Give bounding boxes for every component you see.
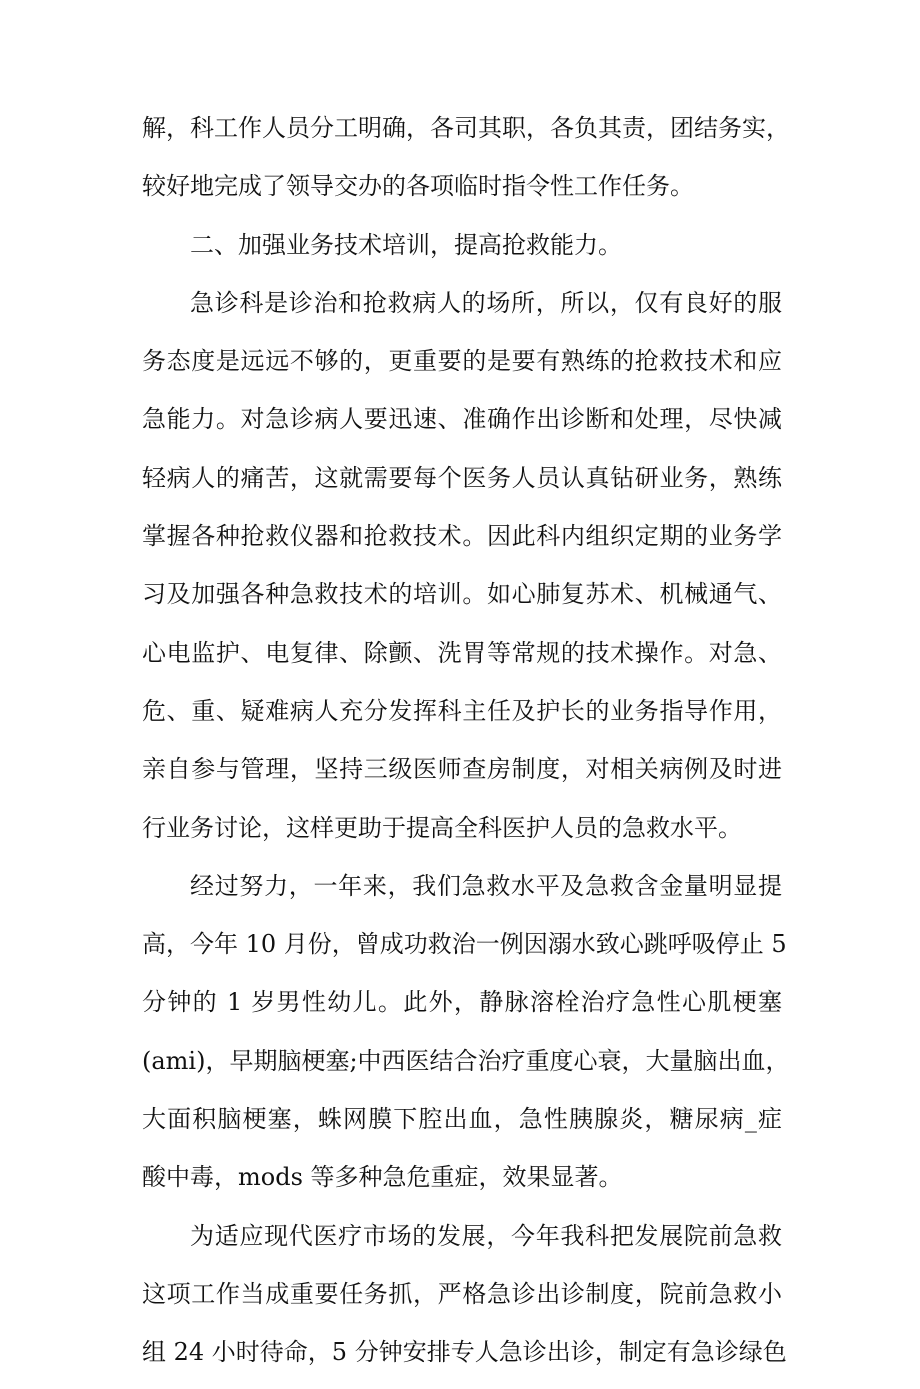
text-line: 急能力。对急诊病人要迅速、准确作出诊断和处理，尽快减 xyxy=(142,405,782,434)
text-line: 轻病人的痛苦，这就需要每个医务人员认真钻研业务，熟练 xyxy=(142,463,782,492)
text-line: 分钟的 1 岁男性幼儿。此外，静脉溶栓治疗急性心肌梗塞 xyxy=(142,988,782,1017)
text-line: 酸中毒，mods 等多种急危重症，效果显著。 xyxy=(142,1163,623,1192)
text-line: 急诊科是诊治和抢救病人的场所，所以，仅有良好的服 xyxy=(190,288,782,317)
text-line: 危、重、疑难病人充分发挥科主任及护长的业务指导作用， xyxy=(142,696,782,725)
text-line: 心电监护、电复律、除颤、洗胃等常规的技术操作。对急、 xyxy=(142,638,782,667)
text-line: 行业务讨论，这样更助于提高全科医护人员的急救水平。 xyxy=(142,813,742,842)
text-line: 组 24 小时待命，5 分钟安排专人急诊出诊，制定有急诊绿色 xyxy=(142,1338,787,1367)
text-line: 掌握各种抢救仪器和抢救技术。因此科内组织定期的业务学 xyxy=(142,522,782,551)
text-line: 为适应现代医疗市场的发展，今年我科把发展院前急救 xyxy=(190,1221,782,1250)
text-line: 习及加强各种急救技术的培训。如心肺复苏术、机械通气、 xyxy=(142,580,782,609)
text-line: 务态度是远远不够的，更重要的是要有熟练的抢救技术和应 xyxy=(142,347,782,376)
text-line: 高，今年 10 月份，曾成功救治一例因溺水致心跳呼吸停止 5 xyxy=(142,930,787,959)
text-line: 经过努力，一年来，我们急救水平及急救含金量明显提 xyxy=(190,871,782,900)
text-line: (ami)，早期脑梗塞;中西医结合治疗重度心衰，大量脑出血， xyxy=(142,1046,790,1075)
text-line: 这项工作当成重要任务抓，严格急诊出诊制度，院前急救小 xyxy=(142,1279,782,1308)
text-line: 较好地完成了领导交办的各项临时指令性工作任务。 xyxy=(142,172,694,201)
text-line: 解，科工作人员分工明确，各司其职，各负其责，团结务实， xyxy=(142,114,790,142)
document-body xyxy=(142,106,790,1389)
text-line: 二、加强业务技术培训，提高抢救能力。 xyxy=(190,230,622,259)
text-line: 亲自参与管理，坚持三级医师查房制度，对相关病例及时进 xyxy=(142,755,782,784)
text-line: 大面积脑梗塞，蛛网膜下腔出血，急性胰腺炎，糖尿病_症 xyxy=(142,1105,782,1134)
